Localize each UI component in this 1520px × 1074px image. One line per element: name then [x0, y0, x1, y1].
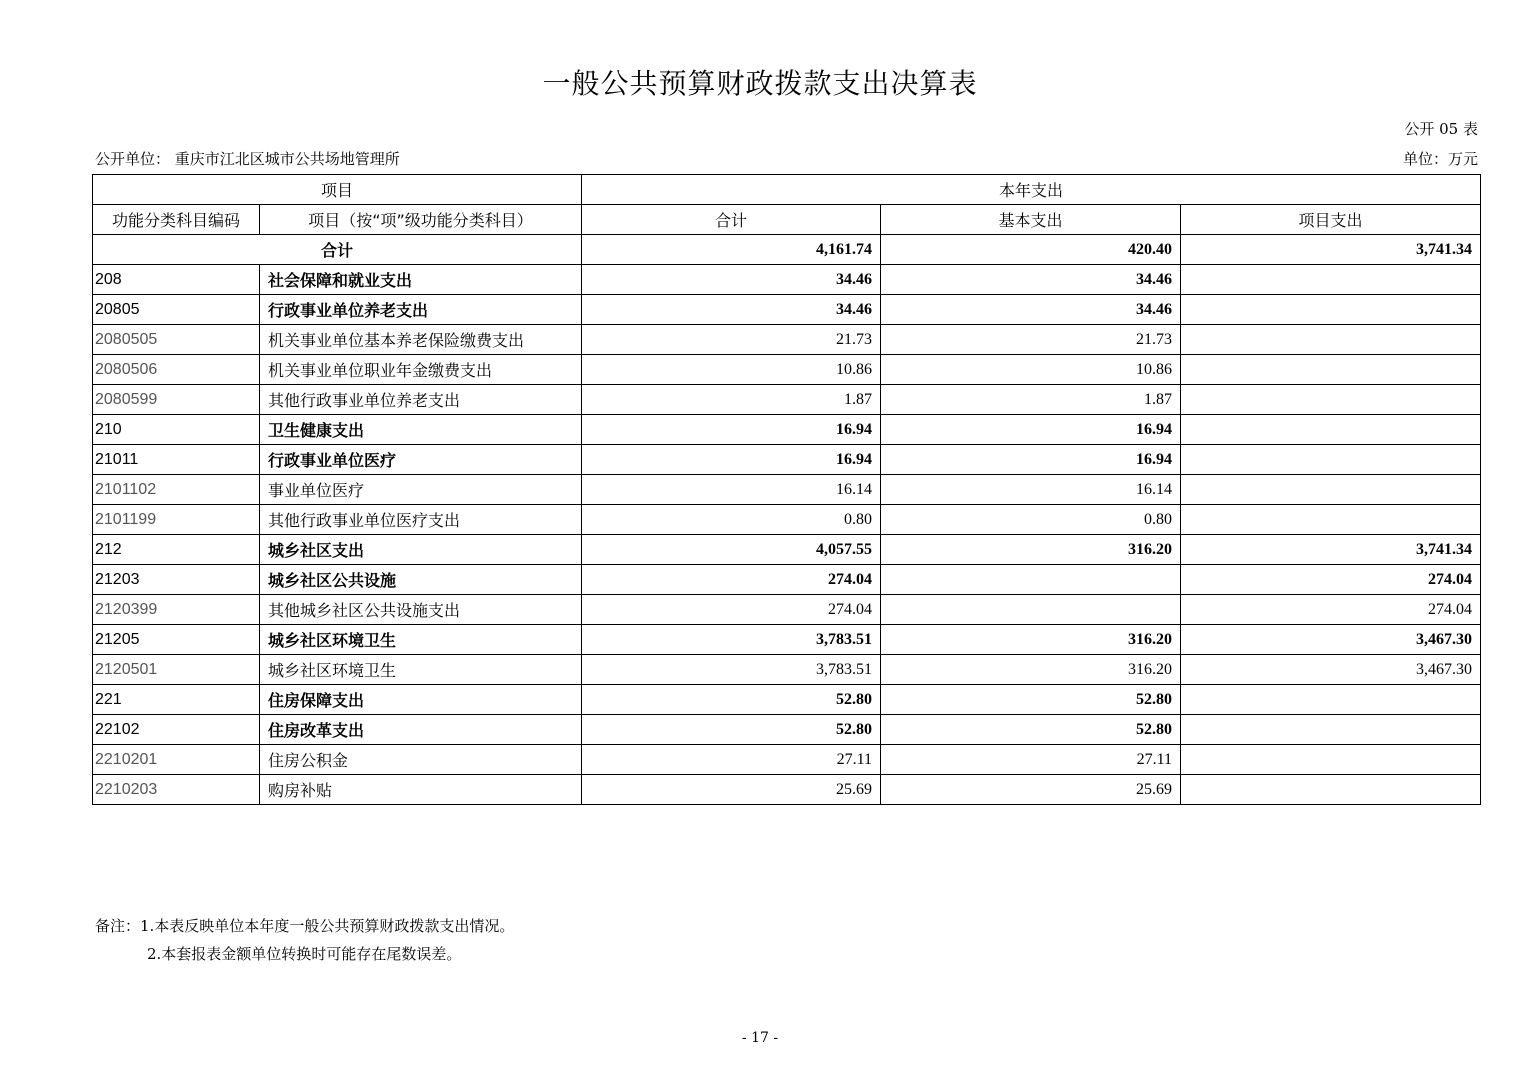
row-basic: 0.80	[881, 505, 1181, 535]
row-basic: 27.11	[881, 745, 1181, 775]
row-code: 212	[93, 535, 260, 565]
header-basic: 基本支出	[881, 205, 1181, 235]
row-project	[1181, 325, 1481, 355]
header-row-2	[93, 205, 1481, 235]
row-total: 34.46	[582, 295, 881, 325]
row-code: 22102	[93, 715, 260, 745]
row-project	[1181, 445, 1481, 475]
row-project	[1181, 685, 1481, 715]
table-row	[93, 535, 1481, 565]
row-project: 274.04	[1181, 565, 1481, 595]
row-name: 住房公积金	[260, 745, 582, 775]
row-code: 2080506	[93, 355, 260, 385]
unit-line	[95, 148, 1478, 168]
row-project: 3,467.30	[1181, 655, 1481, 685]
row-code: 2101199	[93, 505, 260, 535]
row-project	[1181, 385, 1481, 415]
row-total: 16.94	[582, 445, 881, 475]
table-row	[93, 415, 1481, 445]
org-label: 公开单位： 重庆市江北区城市公共场地管理所	[95, 150, 400, 168]
row-name: 城乡社区公共设施	[260, 565, 582, 595]
table-row	[93, 745, 1481, 775]
row-project: 274.04	[1181, 595, 1481, 625]
header-project-exp: 项目支出	[1181, 205, 1481, 235]
header-total: 合计	[582, 205, 881, 235]
row-name: 城乡社区支出	[260, 535, 582, 565]
row-name: 城乡社区环境卫生	[260, 625, 582, 655]
table-row	[93, 685, 1481, 715]
row-project	[1181, 415, 1481, 445]
row-name: 购房补贴	[260, 775, 582, 805]
table-row	[93, 565, 1481, 595]
table-row	[93, 445, 1481, 475]
row-total: 52.80	[582, 715, 881, 745]
row-code: 20805	[93, 295, 260, 325]
row-basic: 21.73	[881, 325, 1181, 355]
row-code: 2080599	[93, 385, 260, 415]
row-total: 10.86	[582, 355, 881, 385]
row-project	[1181, 475, 1481, 505]
row-name: 行政事业单位医疗	[260, 445, 582, 475]
row-name: 机关事业单位基本养老保险缴费支出	[260, 325, 582, 355]
row-basic: 52.80	[881, 685, 1181, 715]
row-basic: 16.14	[881, 475, 1181, 505]
notes	[95, 912, 514, 968]
row-name: 其他行政事业单位医疗支出	[260, 505, 582, 535]
row-total: 274.04	[582, 565, 881, 595]
table-row	[93, 385, 1481, 415]
row-basic: 316.20	[881, 625, 1181, 655]
row-code: 2210203	[93, 775, 260, 805]
row-name: 住房改革支出	[260, 715, 582, 745]
row-total: 3,783.51	[582, 655, 881, 685]
row-name: 社会保障和就业支出	[260, 265, 582, 295]
table-row	[93, 655, 1481, 685]
form-number: 公开 05 表	[1404, 120, 1478, 138]
row-basic: 316.20	[881, 535, 1181, 565]
row-basic: 25.69	[881, 775, 1181, 805]
row-total: 16.14	[582, 475, 881, 505]
header-row-1	[93, 175, 1481, 205]
row-basic: 34.46	[881, 265, 1181, 295]
row-total: 4,057.55	[582, 535, 881, 565]
total-sum: 4,161.74	[582, 235, 881, 265]
page-title: 一般公共预算财政拨款支出决算表	[542, 67, 978, 100]
row-total: 21.73	[582, 325, 881, 355]
row-total: 25.69	[582, 775, 881, 805]
row-total: 274.04	[582, 595, 881, 625]
total-basic: 420.40	[881, 235, 1181, 265]
table-row	[93, 355, 1481, 385]
row-total: 0.80	[582, 505, 881, 535]
row-code: 2080505	[93, 325, 260, 355]
table-row	[93, 625, 1481, 655]
total-label: 合计	[93, 235, 582, 265]
row-code: 221	[93, 685, 260, 715]
row-project	[1181, 265, 1481, 295]
row-name: 其他城乡社区公共设施支出	[260, 595, 582, 625]
row-code: 21203	[93, 565, 260, 595]
row-total: 34.46	[582, 265, 881, 295]
note-1: 备注：1.本表反映单位本年度一般公共预算财政拨款支出情况。	[95, 917, 515, 935]
row-code: 21011	[93, 445, 260, 475]
row-basic: 16.94	[881, 415, 1181, 445]
table-row	[93, 505, 1481, 535]
expenditure-table	[92, 174, 1481, 805]
row-total: 27.11	[582, 745, 881, 775]
row-code: 210	[93, 415, 260, 445]
row-project: 3,467.30	[1181, 625, 1481, 655]
row-total: 1.87	[582, 385, 881, 415]
row-project	[1181, 775, 1481, 805]
header-current-year: 本年支出	[582, 175, 1481, 205]
row-project	[1181, 745, 1481, 775]
table-row	[93, 475, 1481, 505]
row-name: 卫生健康支出	[260, 415, 582, 445]
total-row	[93, 235, 1481, 265]
row-project	[1181, 715, 1481, 745]
table-row	[93, 715, 1481, 745]
table-row	[93, 775, 1481, 805]
row-name: 行政事业单位养老支出	[260, 295, 582, 325]
row-project	[1181, 295, 1481, 325]
header-code: 功能分类科目编码	[93, 205, 260, 235]
page-number: - 17 -	[741, 1030, 779, 1046]
row-project: 3,741.34	[1181, 535, 1481, 565]
row-basic	[881, 565, 1181, 595]
row-code: 2101102	[93, 475, 260, 505]
row-name: 城乡社区环境卫生	[260, 655, 582, 685]
header-item: 项目（按“项”级功能分类科目）	[260, 205, 582, 235]
table-row	[93, 295, 1481, 325]
table-row	[93, 595, 1481, 625]
row-basic: 1.87	[881, 385, 1181, 415]
row-total: 16.94	[582, 415, 881, 445]
row-basic: 52.80	[881, 715, 1181, 745]
row-basic	[881, 595, 1181, 625]
header-project: 项目	[93, 175, 582, 205]
row-basic: 10.86	[881, 355, 1181, 385]
row-name: 事业单位医疗	[260, 475, 582, 505]
row-name: 住房保障支出	[260, 685, 582, 715]
money-unit-label: 单位：万元	[1402, 150, 1478, 168]
row-code: 208	[93, 265, 260, 295]
row-code: 21205	[93, 625, 260, 655]
total-project: 3,741.34	[1181, 235, 1481, 265]
row-total: 52.80	[582, 685, 881, 715]
row-code: 2120399	[93, 595, 260, 625]
row-basic: 16.94	[881, 445, 1181, 475]
table-row	[93, 325, 1481, 355]
row-basic: 34.46	[881, 295, 1181, 325]
row-project	[1181, 505, 1481, 535]
row-code: 2120501	[93, 655, 260, 685]
row-project	[1181, 355, 1481, 385]
note-2: 2.本套报表金额单位转换时可能存在尾数误差。	[147, 945, 462, 963]
row-code: 2210201	[93, 745, 260, 775]
table-row	[93, 265, 1481, 295]
row-basic: 316.20	[881, 655, 1181, 685]
row-name: 其他行政事业单位养老支出	[260, 385, 582, 415]
row-total: 3,783.51	[582, 625, 881, 655]
row-name: 机关事业单位职业年金缴费支出	[260, 355, 582, 385]
